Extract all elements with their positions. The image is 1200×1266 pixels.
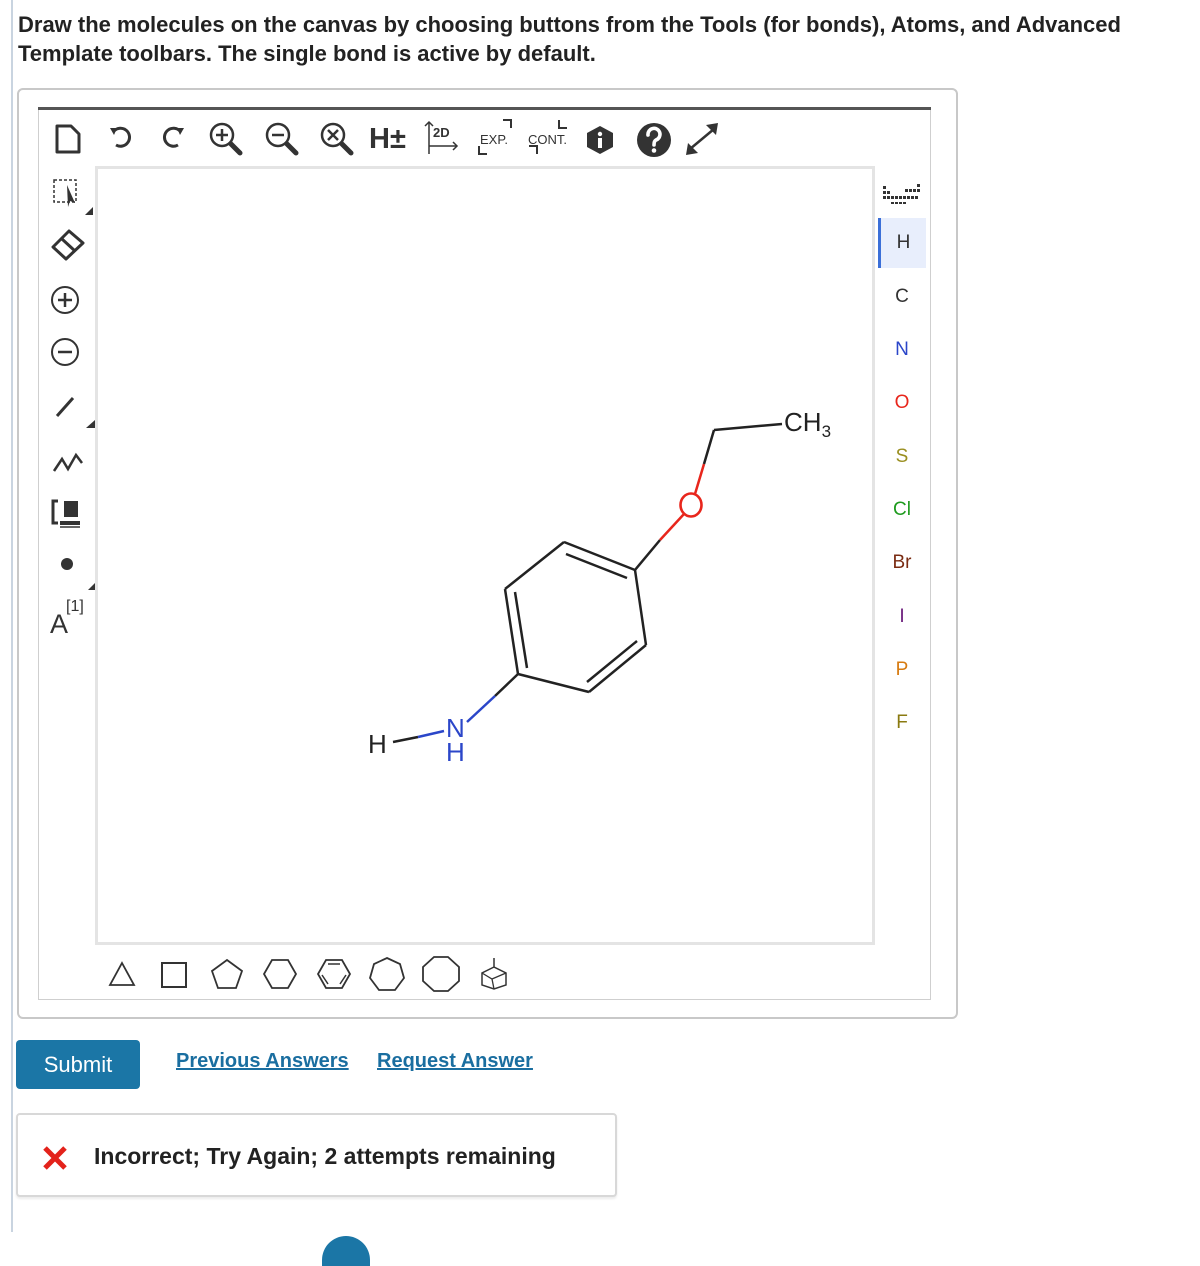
x-icon	[42, 1146, 68, 1170]
atom-properties-superscript: [1]	[66, 598, 84, 615]
ring-to-oxygen-bond-a	[635, 540, 660, 570]
clean-2d-label: 2D	[433, 125, 450, 140]
oxygen-atom-ring	[676, 490, 706, 520]
atom-button-br[interactable]: Br	[892, 552, 912, 573]
atom-button-i[interactable]: I	[899, 606, 905, 627]
atom-button-s[interactable]: S	[895, 446, 909, 467]
ring-to-nitrogen-bond-b	[467, 696, 495, 722]
cyclopentane-template-icon[interactable]	[210, 958, 244, 990]
periodic-table-icon[interactable]	[882, 182, 922, 206]
ring-to-nitrogen-bond-a	[495, 674, 518, 696]
cycloheptane-template-icon[interactable]	[368, 956, 406, 992]
cyclohexane-template-icon[interactable]	[262, 958, 298, 990]
ring-bond-5-inner	[515, 592, 527, 668]
carbon-to-methyl-bond	[714, 424, 782, 430]
add-remove-hydrogens-button[interactable]: H±	[369, 123, 406, 155]
atom-properties-button[interactable]: A	[50, 609, 69, 639]
amine-hydrogen-below-label: H	[446, 737, 465, 767]
atom-button-h[interactable]: H	[878, 218, 926, 268]
cyclopropane-template-icon[interactable]	[107, 960, 137, 988]
methyl-subscript: 3	[821, 422, 832, 442]
nitrogen-to-hydrogen-bond-a	[393, 737, 418, 742]
ring-bond-1	[564, 542, 635, 570]
bicyclic-template-icon[interactable]	[476, 955, 512, 991]
ring-bond-4	[518, 674, 589, 692]
atom-button-cl[interactable]: Cl	[893, 499, 911, 520]
cyclobutane-template-icon[interactable]	[159, 960, 189, 990]
methyl-label	[784, 407, 831, 442]
atom-button-o[interactable]: O	[894, 392, 910, 413]
contract-group-button[interactable]: CONT.	[528, 132, 567, 147]
atom-button-n[interactable]: N	[895, 339, 909, 360]
feedback-message: Incorrect; Try Again; 2 attempts remaining	[94, 1143, 556, 1169]
nitrogen-to-hydrogen-bond-b	[418, 731, 444, 737]
ring-bond-2	[635, 570, 646, 645]
ring-bond-3	[589, 645, 646, 692]
previous-answers-link[interactable]: Previous Answers	[176, 1050, 349, 1072]
expand-group-button[interactable]: EXP.	[480, 132, 508, 147]
amine-hydrogen-left-label: H	[368, 729, 387, 759]
cyclooctane-template-icon[interactable]	[421, 955, 461, 993]
nitrogen-label: N	[446, 713, 465, 743]
ring-bond-6	[505, 542, 564, 589]
ring-bond-3-inner	[587, 641, 637, 682]
benzene-template-icon[interactable]	[316, 958, 352, 990]
methyl-text: CH	[784, 407, 822, 437]
ring-bond-1-inner	[566, 554, 627, 578]
atom-button-c[interactable]: C	[895, 286, 909, 307]
instructions: Draw the molecules on the canvas by choosing buttons from the Tools (for bonds), Atoms, and Advanced Template toolbars. The single bond is active by default.	[18, 12, 1121, 66]
request-answer-link[interactable]: Request Answer	[377, 1050, 533, 1072]
submit-button[interactable]: Submit	[16, 1040, 140, 1089]
atom-button-p[interactable]: P	[895, 659, 909, 680]
molecule-bonds	[393, 424, 782, 742]
atom-button-f[interactable]: F	[896, 712, 908, 733]
oxygen-to-carbon-bond-b	[704, 430, 714, 464]
